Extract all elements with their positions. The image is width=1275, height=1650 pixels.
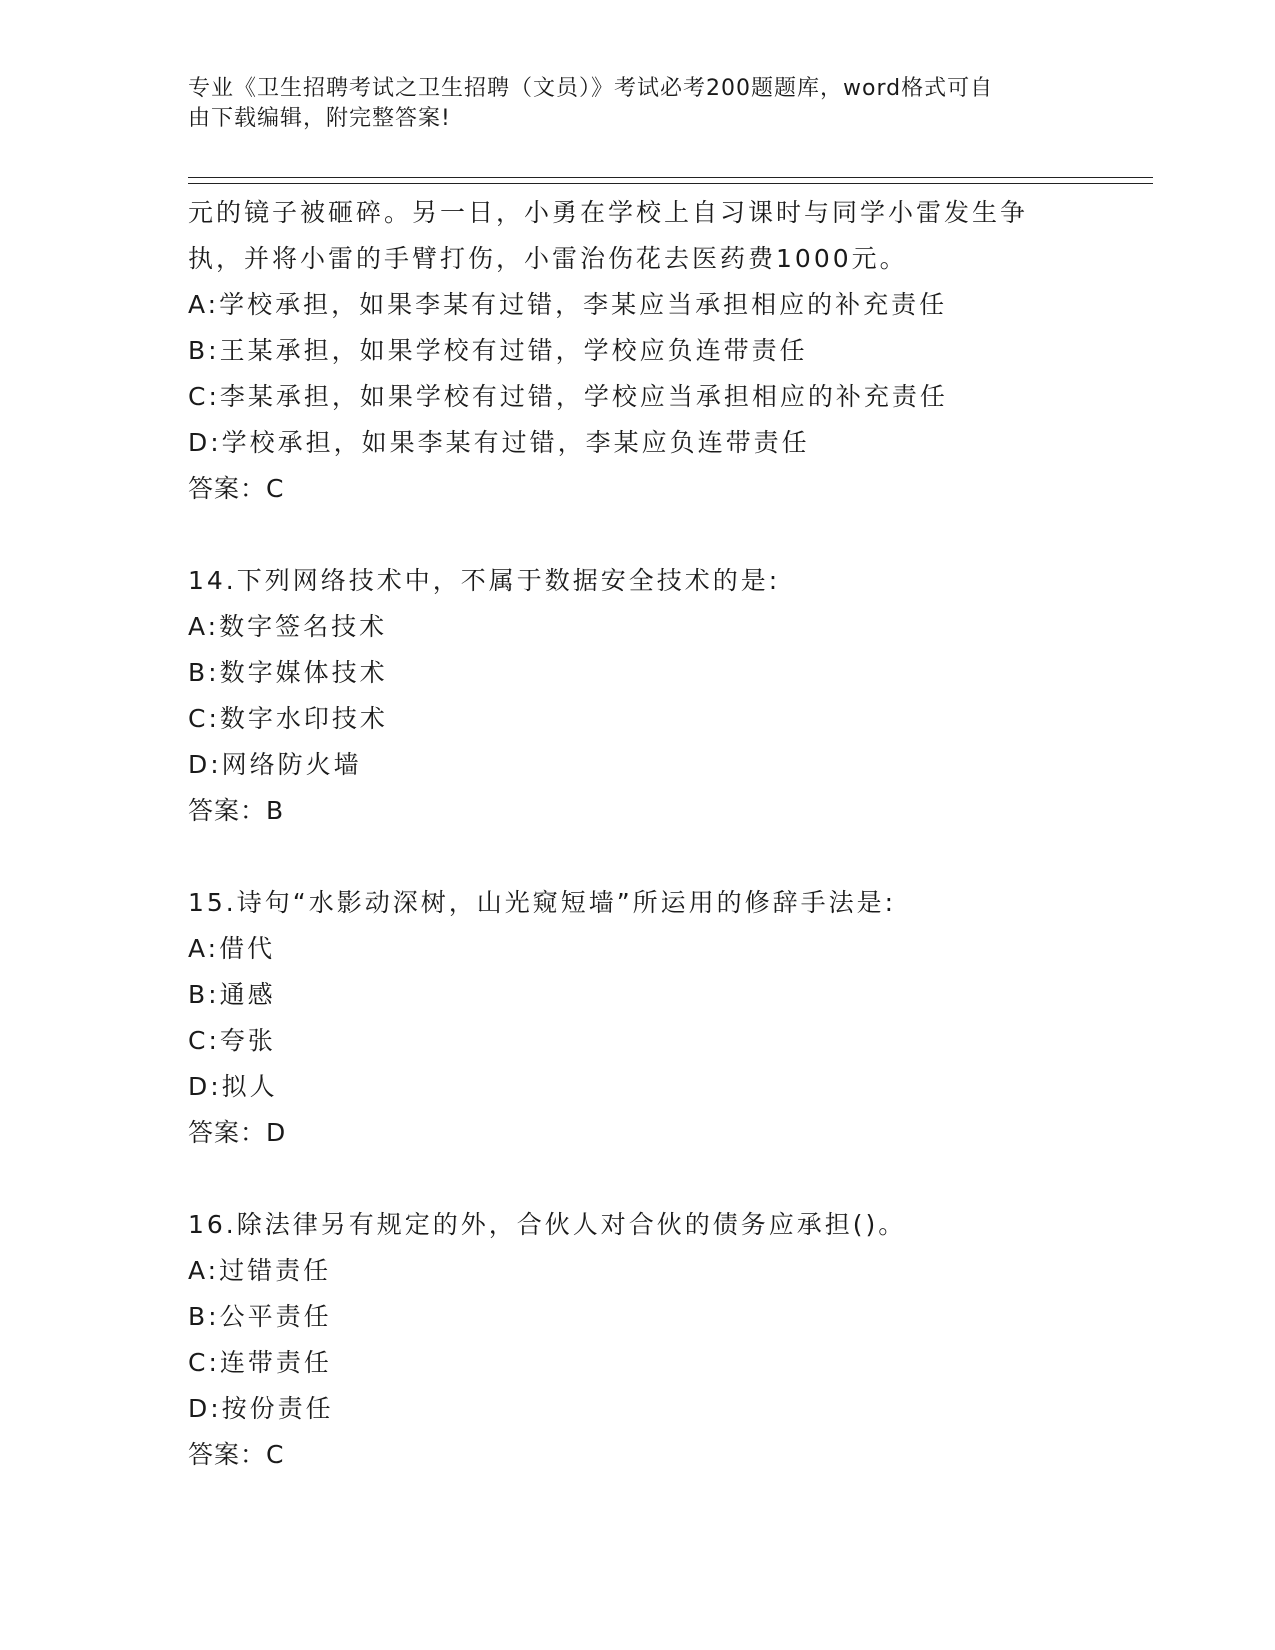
question-list	[188, 190, 1088, 1478]
option-b: B:公平责任	[188, 1302, 332, 1331]
answer-label: 答案：C	[188, 474, 285, 503]
question-13-continued	[188, 190, 1088, 512]
option-a: A:学校承担，如果李某有过错，李某应当承担相应的补充责任	[188, 290, 948, 319]
spacer	[188, 834, 1088, 880]
option-b: B:通感	[188, 980, 276, 1009]
header-divider-bottom	[188, 183, 1153, 184]
option-a: A:借代	[188, 934, 276, 963]
answer-label: 答案：D	[188, 1118, 287, 1147]
answer-label: 答案：C	[188, 1440, 285, 1469]
spacer	[188, 1156, 1088, 1202]
option-c: C:夸张	[188, 1026, 276, 1055]
question-text: 16.除法律另有规定的外，合伙人对合伙的债务应承担()。	[188, 1210, 907, 1239]
question-text: 执，并将小雷的手臂打伤，小雷治伤花去医药费1000元。	[188, 244, 908, 273]
option-d: D:网络防火墙	[188, 750, 362, 779]
question-text: 元的镜子被砸碎。另一日，小勇在学校上自习课时与同学小雷发生争	[188, 198, 1029, 227]
option-d: D:拟人	[188, 1072, 278, 1101]
option-a: A:过错责任	[188, 1256, 332, 1285]
option-a: A:数字签名技术	[188, 612, 388, 641]
option-b: B:数字媒体技术	[188, 658, 388, 687]
option-c: C:数字水印技术	[188, 704, 388, 733]
question-text: 14.下列网络技术中，不属于数据安全技术的是:	[188, 566, 781, 595]
question-15	[188, 880, 1088, 1156]
option-d: D:按份责任	[188, 1394, 334, 1423]
option-d: D:学校承担，如果李某有过错，李某应负连带责任	[188, 428, 810, 457]
question-text: 15.诗句“水影动深树，山光窥短墙”所运用的修辞手法是:	[188, 888, 897, 917]
option-b: B:王某承担，如果学校有过错，学校应负连带责任	[188, 336, 808, 365]
answer-label: 答案：B	[188, 796, 285, 825]
document-header	[188, 74, 1068, 134]
option-c: C:李某承担，如果学校有过错，学校应当承担相应的补充责任	[188, 382, 948, 411]
header-divider-top	[188, 177, 1153, 178]
question-16	[188, 1202, 1088, 1478]
header-line-2: 由下载编辑，附完整答案!	[188, 106, 451, 131]
spacer	[188, 512, 1088, 558]
question-14	[188, 558, 1088, 834]
header-line-1: 专业《卫生招聘考试之卫生招聘（文员）》考试必考200题题库，word格式可自	[188, 76, 994, 101]
option-c: C:连带责任	[188, 1348, 332, 1377]
